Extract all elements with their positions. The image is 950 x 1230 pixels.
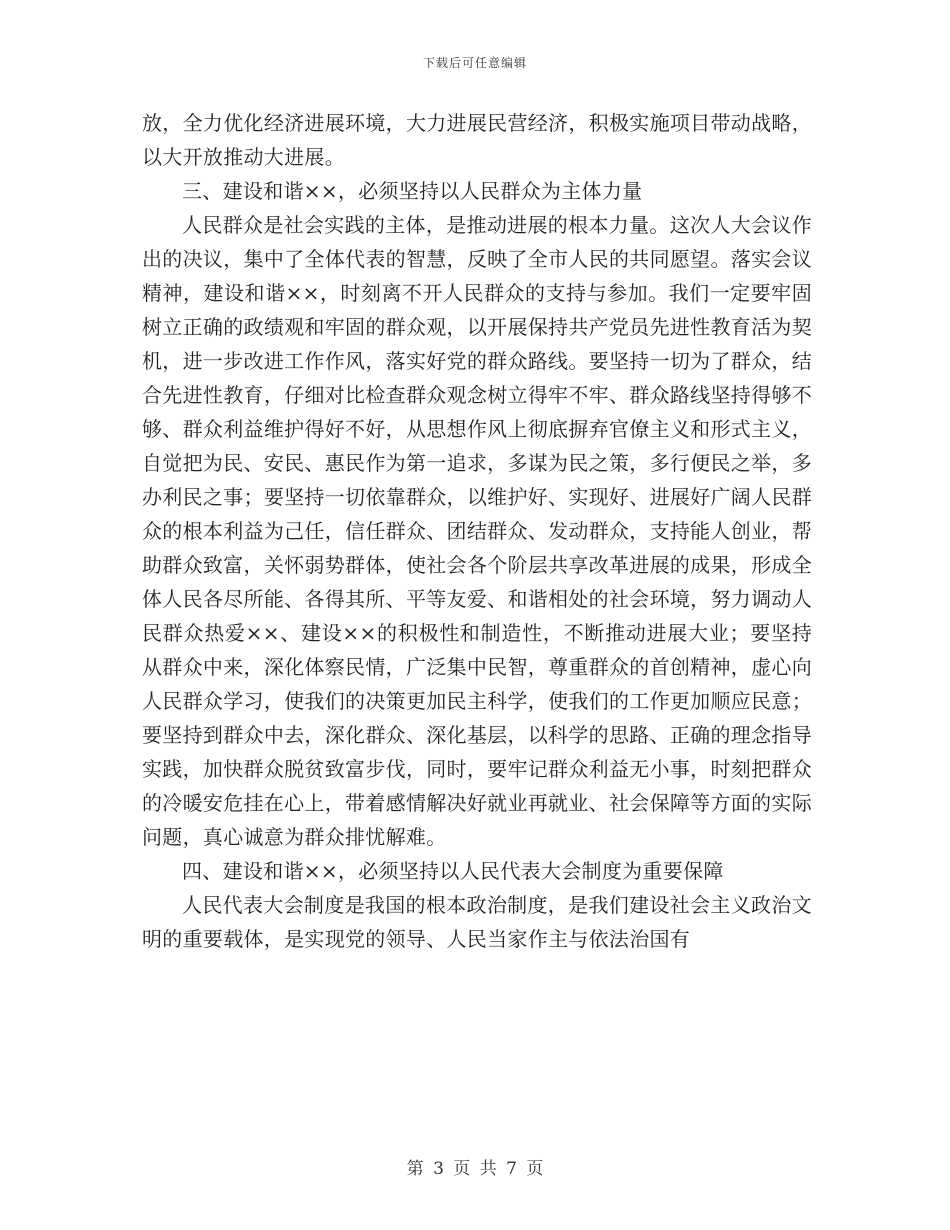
document-body <box>142 106 812 956</box>
paragraph-congress-system: 人民代表大会制度是我国的根本政治制度，是我们建设社会主义政治文明的重要载体，是实现党的领导、人民当家作主与依法治国有 <box>142 893 812 951</box>
paragraph-people-masses: 人民群众是社会实践的主体，是推动进展的根本力量。这次人大会议作出的决议，集中了全体代表的智慧，反映了全市人民的共同愿望。落实会议精神，建设和谐××，时刻离不开人民群众的支持与参加。我们一定要牢固树立正确的政绩观和牢固的群众观，以开展保持共产党员先进性教育活为契机，进一步改进工作作风，落实好党的群众路线。要坚持一切为了群众，结合先进性教育，仔细对比检查群众观念树立得牢不牢、群众路线坚持得够不够、群众利益维护得好不好，从思想作风上彻底摒弃官僚主义和形式主义，自觉把为民、安民、惠民作为第一追求，多谋为民之策，多行便民之举，多办利民之事；要坚持一切依靠群众，以维护好、实现好、进展好广阔人民群众的根本利益为己任，信任群众、团结群众、发动群众，支持能人创业，帮助群众致富，关怀弱势群体，使社会各个阶层共享改革进展的成果，形成全体人民各尽所能、各得其所、平等友爱、和谐相处的社会环境，努力调动人民群众热爱××、建设××的积极性和制造性，不断推动进展大业；要坚持从群众中来，深化体察民情，广泛集中民智，尊重群众的首创精神，虚心向人民群众学习，使我们的决策更加民主科学，使我们的工作更加顺应民意；要坚持到群众中去，深化群众、深化基层，以科学的思路、正确的理念指导实践，加快群众脱贫致富步伐，同时，要牢记群众利益无小事，时刻把群众的冷暖安危挂在心上，带着感情解决好就业再就业、社会保障等方面的实际问题，真心诚意为群众排忧解难。 <box>142 213 812 849</box>
paragraph-continuation: 放，全力优化经济进展环境，大力进展民营经济，积极实施项目带动战略，以大开放推动大进展。 <box>142 111 812 169</box>
page-number: 第 3 页 共 7 页 <box>406 1159 544 1179</box>
section-heading-four: 四、建设和谐××，必须坚持以人民代表大会制度为重要保障 <box>182 859 724 883</box>
page-header-note: 下载后可任意编辑 <box>422 56 527 70</box>
section-heading-three: 三、建设和谐××，必须坚持以人民群众为主体力量 <box>182 179 643 203</box>
